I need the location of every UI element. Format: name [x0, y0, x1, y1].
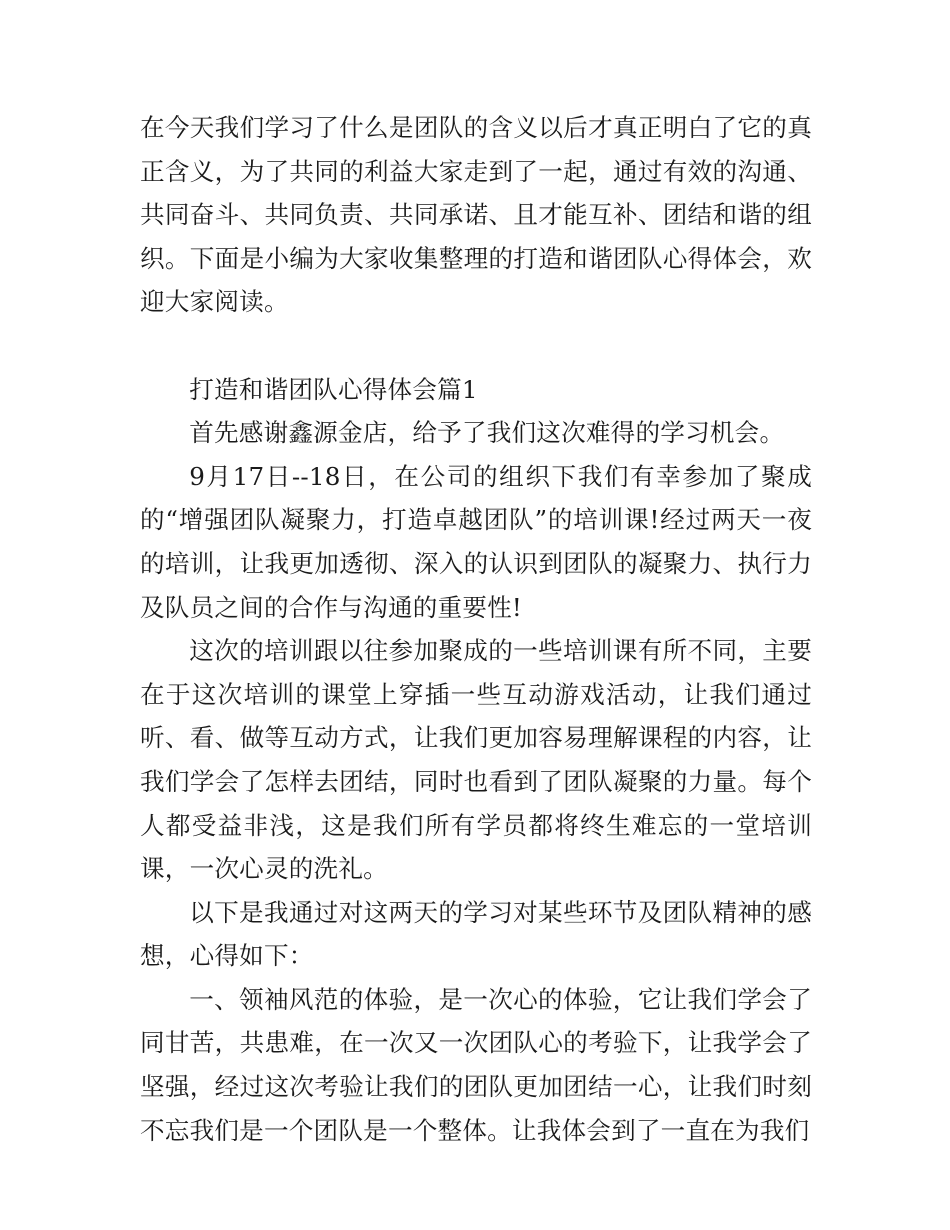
body-paragraph-3: 这次的培训跟以往参加聚成的一些培训课有所不同，主要在于这次培训的课堂上穿插一些互动游戏活动，让我们通过听、看、做等互动方式，让我们更加容易理解课程的内容，让我们学会了怎样去团结，同时也看到了团队凝聚的力量。每个人都受益非浅，这是我们所有学员都将终生难忘的一堂培训课，一次心灵的洗礼。	[140, 636, 812, 884]
body-paragraph-2: 9月17日--18日，在公司的组织下我们有幸参加了聚成的“增强团队凝聚力，打造卓越团队”的培训课!经过两天一夜的培训，让我更加透彻、深入的认识到团队的凝聚力、执行力及队员之间的合作与沟通的重要性!	[140, 461, 812, 622]
intro-paragraph: 在今天我们学习了什么是团队的含义以后才真正明白了它的真正含义，为了共同的利益大家走到了一起，通过有效的沟通、共同奋斗、共同负责、共同承诺、且才能互补、团结和谐的组织。下面是小编为大家收集整理的打造和谐团队心得体会，欢迎大家阅读。	[140, 113, 812, 317]
paragraph-gap	[140, 324, 812, 368]
section-title: 打造和谐团队心得体会篇1	[189, 374, 478, 404]
body-paragraph-1: 首先感谢鑫源金店，给予了我们这次难得的学习机会。	[189, 418, 785, 448]
body-paragraph-4: 以下是我通过对这两天的学习对某些环节及团队精神的感想，心得如下：	[140, 897, 812, 971]
body-paragraph-5: 一、领袖风范的体验，是一次心的体验，它让我们学会了同甘苦，共患难，在一次又一次团队心的考验下，让我学会了坚强，经过这次考验让我们的团队更加团结一心，让我们时刻不忘我们是一个团队是一个整体。让我体会到了一直在为我们	[140, 984, 812, 1145]
document-body	[140, 106, 812, 1152]
